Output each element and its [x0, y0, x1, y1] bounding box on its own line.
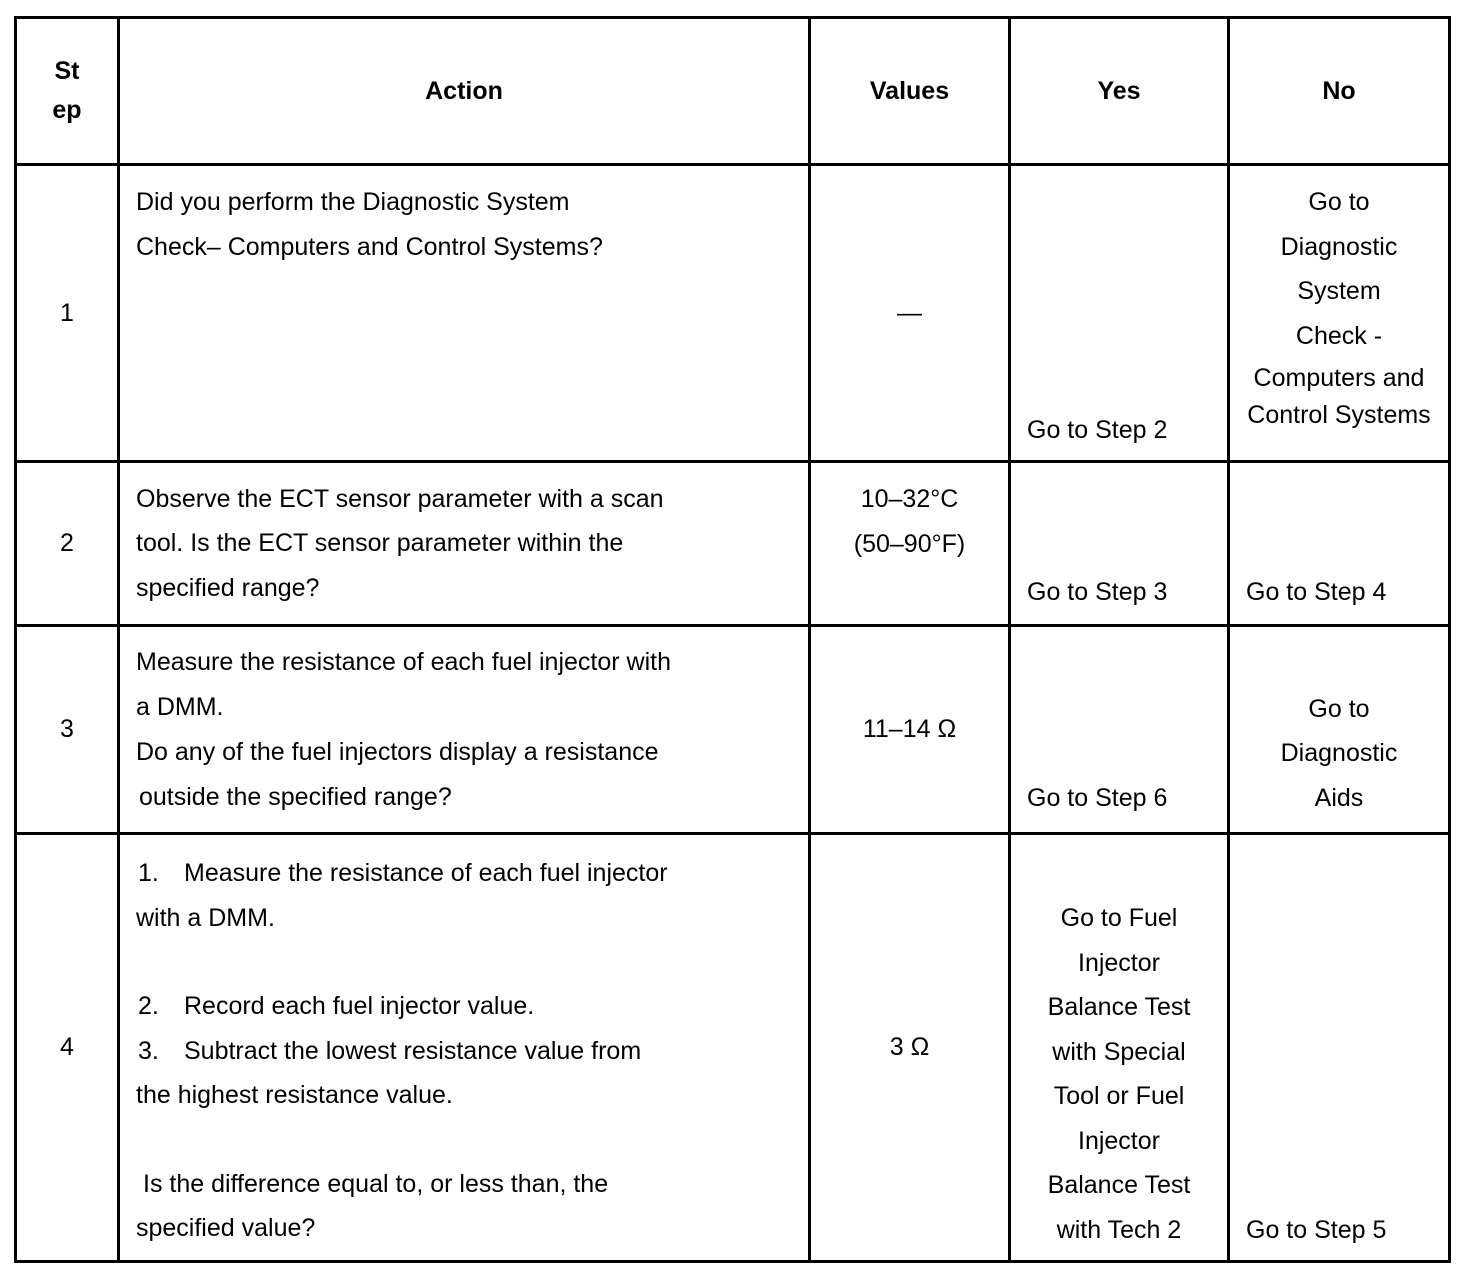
item-text: Measure the resistance of each fuel injector	[184, 859, 668, 887]
yes-line: Balance Test	[1047, 1171, 1191, 1199]
step-number: 1	[16, 165, 119, 462]
values-cell: 11–14 Ω	[810, 626, 1010, 834]
step-number: 4	[16, 834, 119, 1262]
action-list-item	[136, 984, 800, 1029]
item-text: Record each fuel injector value.	[184, 992, 535, 1020]
action-cell	[119, 626, 810, 834]
yes-line: Injector	[1078, 948, 1160, 977]
action-cell	[119, 462, 810, 626]
action-line: the highest resistance value.	[136, 1081, 453, 1109]
action-line: Is the difference equal to, or less than, the	[143, 1169, 609, 1198]
no-line: Aids	[1314, 783, 1364, 812]
values-cell: 3 Ω	[810, 834, 1010, 1262]
no-line: System	[1297, 277, 1381, 305]
yes-line: Tool or Fuel	[1053, 1082, 1185, 1110]
yes-cell: Go to Step 3	[1010, 462, 1229, 626]
diagnostic-table	[14, 16, 1451, 1263]
header-yes: Yes	[1010, 18, 1229, 165]
no-cell	[1229, 626, 1450, 834]
action-line: specified range?	[136, 573, 320, 602]
header-step-line2: ep	[52, 96, 82, 124]
spacer	[136, 1118, 800, 1162]
values-cell: —	[810, 165, 1010, 462]
table-row	[16, 834, 1450, 1262]
action-cell	[119, 834, 810, 1262]
header-step	[16, 18, 119, 165]
values-line: (50–90°F)	[853, 529, 966, 558]
no-line: Diagnostic	[1280, 739, 1398, 767]
no-line: Go to	[1308, 694, 1370, 723]
values-cell	[810, 462, 1010, 626]
yes-cell	[1010, 834, 1229, 1262]
header-step-line1: St	[54, 57, 80, 85]
item-number: 3.	[138, 1036, 159, 1065]
action-line: Check– Computers and Control Systems?	[136, 232, 603, 261]
header-values: Values	[810, 18, 1010, 165]
no-line: Control Systems	[1247, 401, 1431, 429]
table-row	[16, 626, 1450, 834]
table-row	[16, 165, 1450, 462]
action-line: tool. Is the ECT sensor parameter within the	[136, 529, 624, 558]
item-number: 1.	[138, 859, 159, 887]
item-text: Subtract the lowest resistance value from	[184, 1036, 642, 1065]
no-line: Go to	[1308, 188, 1370, 216]
action-list-item	[136, 1029, 800, 1074]
yes-line: Go to Fuel	[1060, 904, 1178, 932]
action-line: with a DMM.	[136, 903, 275, 932]
table-row	[16, 462, 1450, 626]
no-line: Check -	[1295, 321, 1383, 350]
no-cell: Go to Step 4	[1229, 462, 1450, 626]
spacer	[136, 940, 800, 984]
no-line: Diagnostic	[1280, 232, 1398, 261]
action-line: Observe the ECT sensor parameter with a scan	[136, 484, 664, 513]
action-cell	[119, 165, 810, 462]
action-line: Measure the resistance of each fuel injector with	[136, 647, 671, 676]
yes-cell: Go to Step 6	[1010, 626, 1229, 834]
action-line: Did you perform the Diagnostic System	[136, 188, 570, 216]
values-line: 10–32°C	[860, 485, 959, 513]
yes-line: Injector	[1078, 1126, 1160, 1155]
yes-line: with Special	[1052, 1037, 1186, 1066]
step-number: 2	[16, 462, 119, 626]
no-line: Computers and	[1253, 364, 1425, 392]
action-line: a DMM.	[136, 692, 224, 721]
action-line: specified value?	[136, 1214, 316, 1242]
no-cell: Go to Step 5	[1229, 834, 1450, 1262]
header-action: Action	[119, 18, 810, 165]
header-row	[16, 18, 1450, 165]
step-number: 3	[16, 626, 119, 834]
yes-line: Balance Test	[1047, 993, 1191, 1021]
yes-cell: Go to Step 2	[1010, 165, 1229, 462]
header-no: No	[1229, 18, 1450, 165]
no-cell	[1229, 165, 1450, 462]
action-line: outside the specified range?	[139, 782, 452, 811]
yes-line: with Tech 2	[1056, 1215, 1182, 1244]
action-list-item	[136, 851, 800, 896]
action-line: Do any of the fuel injectors display a resistance	[136, 737, 659, 766]
item-number: 2.	[138, 992, 159, 1020]
